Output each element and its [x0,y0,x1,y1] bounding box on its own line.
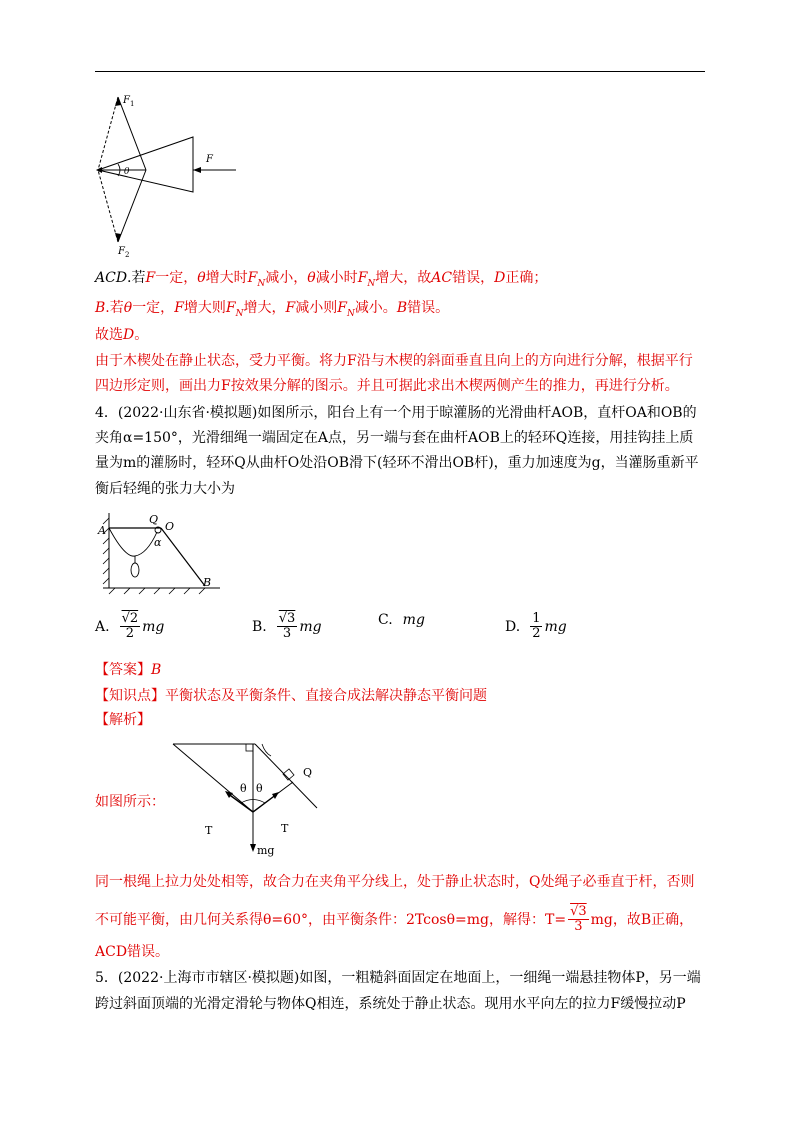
q4-line-4: 衡后轻绳的张力大小为 [95,481,235,497]
answer-line: 【答案】B [95,662,162,678]
balcony-rod-diagram [95,508,230,604]
wedge-shape [98,137,193,192]
solution-line-1: 同一根绳上拉力处处相等，故合力在夹角平分线上，处于静止状态时，Q处绳子必垂直于杆，否则 [95,874,695,890]
q4-line-1: 4．(2022·山东省·模拟题)如图所示，阳台上有一个用于晾灌肠的光滑曲杆AOB，直杆OA和OB的 [95,405,697,421]
solution-line-b: B.若θ一定，F增大则$F_N$增大，F减小则$F_N$减小。B错误。 [95,300,450,319]
f-label: F [206,154,213,165]
label-o: O [165,520,175,533]
label-q: Q [149,513,159,526]
tension-left: T [205,824,213,837]
label-q2: Q [303,766,313,779]
figure-intro: 如图所示： [95,794,165,810]
explanation-line-2: 四边形定则，画出力F按效果分解的图示。并且可据此求出木楔两侧产生的推力，再进行分析。 [95,378,679,394]
option-c[interactable]: C. mg [378,612,425,628]
label-b: B [203,576,212,589]
explanation-line-1: 由于木楔处在静止状态，受力平衡。将力F沿与木楔的斜面垂直且向上的方向进行分解，根据平行 [95,353,693,369]
tension-right: T [281,822,289,835]
wedge-force-diagram [88,92,248,257]
option-d[interactable]: D. $\frac{1}{2}$ mg [505,611,567,641]
label-a: A [98,524,106,537]
header-rule [95,71,705,72]
knowledge-line: 【知识点】平衡状态及平衡条件、直接合成法解决静态平衡问题 [95,688,487,704]
q4-line-3: 量为m的灌肠时，轻环Q从曲杆O处沿OB滑下(轻环不滑出OB杆)，重力加速度为g，当灌肠重新平 [95,455,699,471]
option-b[interactable]: B. √ $\frac{3}{3}$ mg [252,612,322,641]
theta-right: θ [256,782,263,795]
choose-d-line: 故选D。 [95,327,149,343]
force-analysis-diagram [165,738,325,858]
svg-text:1: 1 [130,100,135,108]
f1-label: F [123,95,130,106]
solution-line-2: 不可能平衡，由几何关系得θ=60°，由平衡条件：2Tcosθ=mg，解得：T= √ $\frac{3}{3}$ mg，故B正确， [95,905,693,934]
q5-line-2: 跨过斜面顶端的光滑定滑轮与物体Q相连，系统处于静止状态。现用水平向左的拉力F缓慢拉动P [95,996,686,1012]
q4-line-2: 夹角α=150°，光滑细绳一端固定在A点，另一端与套在曲杆AOB上的轻环Q连接，用挂钩挂上质 [95,430,694,446]
theta-left: θ [240,782,247,795]
svg-text:2: 2 [125,251,130,257]
q5-line-1: 5．(2022·上海市市辖区·模拟题)如图，一粗糙斜面固定在地面上，一细绳一端悬挂物体P，另一端 [95,970,701,986]
analysis-label: 【解析】 [95,712,151,728]
label-alpha: α [154,536,162,549]
option-a[interactable]: A. √ $\frac{2}{2}$ mg [95,612,164,641]
solution-line-3: ACD错误。 [95,944,170,960]
weight-label: mg [257,844,275,857]
f2-label: F [118,246,125,257]
solution-line-acd: ACD.若F一定，θ增大时$F_N$减小，θ减小时$F_N$增大，故AC错误，D正确； [95,270,548,289]
theta-label: θ [124,167,130,177]
